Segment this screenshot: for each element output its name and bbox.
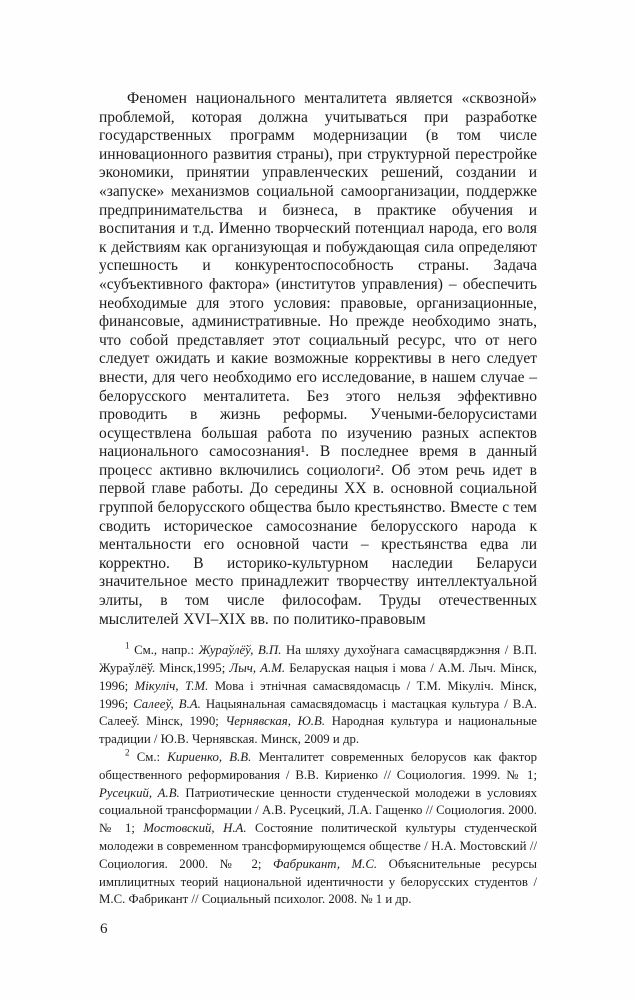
footnote-text-segment: Патриотические ценности студенческой молодежи в условиях социальной трансформации / А.В. Русецкий, Л.А. Гащенко // Социология. 2000. № 1; (99, 785, 537, 836)
footnote (99, 749, 537, 909)
footnote-text-segment: Нацыянальная самасвядомасць і мастацкая культура / В.А. Салееў. Мінск, 1990; (99, 696, 537, 729)
text-block (99, 90, 537, 909)
footnote-marker: 1 (125, 640, 130, 651)
footnote-text-segment: Менталитет современных белорусов как фактор общественного реформирования / В.В. Кириенко // Социология. 1999. № 1; (99, 750, 537, 782)
footnote-author-name: Жураўлёў, В.П. (198, 643, 282, 658)
footnote-author-name: Чернявская, Ю.В. (225, 714, 326, 729)
footnote-author-name: Салееў, В.А. (133, 696, 201, 711)
footnote-text-segment: См.: (136, 750, 168, 764)
footnote-author-name: Лыч, А.М. (229, 661, 286, 676)
footnote-marker: 2 (125, 747, 130, 758)
footnote-text-segment: Беларуская нацыя і мова / А.М. Лыч. Мінск, 1996; (99, 661, 537, 693)
footnote-author-name: Мікуліч, Т.М. (134, 678, 209, 693)
body-paragraph: Феномен национального менталитета является «сквозной» проблемой, которая должна учитываться при разработке государственных программ модернизации (в том числе инновационного развития страны), при структурной перестройке экономики, принятии управленческих решений, создании и «запуске» механизмов социальной самоорганизации, поддержке предпринимательства и бизнеса, в практике обучения и воспитания и т.д. Именно творческий потенциал народа, его воля к действиям как организующая и побуждающая сила определяют успешность и конкурентоспособность страны. Задача «субъективного фактора» (институтов управления) – обеспечить необходимые для этого условия: правовые, организационные, финансовые, административные. Но прежде необходимо знать, что собой представляет этот социальный ресурс, что от него следует ожидать и какие возможные коррективы в него следует внести, для чего необходимо его исследование, в нашем случае – белорусского менталитета. Без этого нельзя эффективно проводить в жизнь реформы. Учеными-белорусистами осуществлена большая работа по изучению разных аспектов национального самосознания¹. В последнее время в данный процесс активно включились социологи². Об этом речь идет в первой главе работы. До середины XX в. основной социальной группой белорусского общества было крестьянство. Вместе с тем сводить историческое самосознание белорусского народа к ментальности его основной части – крестьянства едва ли корректно. В историко-культурном наследии Беларуси значительное место принадлежит творчеству интеллектуальной элиты, в том числе философам. Труды отечественных мыслителей XVI–XIX вв. по политико-правовым (99, 90, 537, 628)
footnote-author-name: Русецкий, А.В. (99, 785, 180, 800)
footnote (99, 642, 537, 749)
footnote-author-name: Кириенко, В.В. (167, 750, 252, 764)
footnote-author-name: Фабрикант, М.С. (272, 856, 378, 871)
footnote-text-segment: Объяснительные ресурсы имплицитных теорий национальной идентичности у белорусских студентов / М.С. Фабрикант // Социальный психолог. 2008. № 1 и др. (99, 856, 537, 907)
footnote-text-segment: Народная культура и национальные традиции / Ю.В. Чернявская. Минск, 2009 и др. (99, 714, 537, 747)
footnote-text-segment: См., напр.: (134, 643, 199, 658)
page-number: 6 (100, 921, 108, 937)
footnotes-section (99, 642, 537, 909)
footnote-author-name: Мостовский, Н.А. (143, 821, 247, 836)
footnote-text-segment: Состояние политической культуры студенческой молодежи в современном трансформирующемся обществе / Н.А. Мостовский // Социология. 2000. № 2; (99, 821, 538, 871)
footnote-text-segment: На шляху духоўнага самасцвярджэння / В.П. Жураўлёў. Мінск,1995; (99, 643, 538, 676)
footnote-text-segment: Мова і этнічная самасвядомасць / Т.М. Мікуліч. Мінск, 1996; (99, 678, 537, 711)
